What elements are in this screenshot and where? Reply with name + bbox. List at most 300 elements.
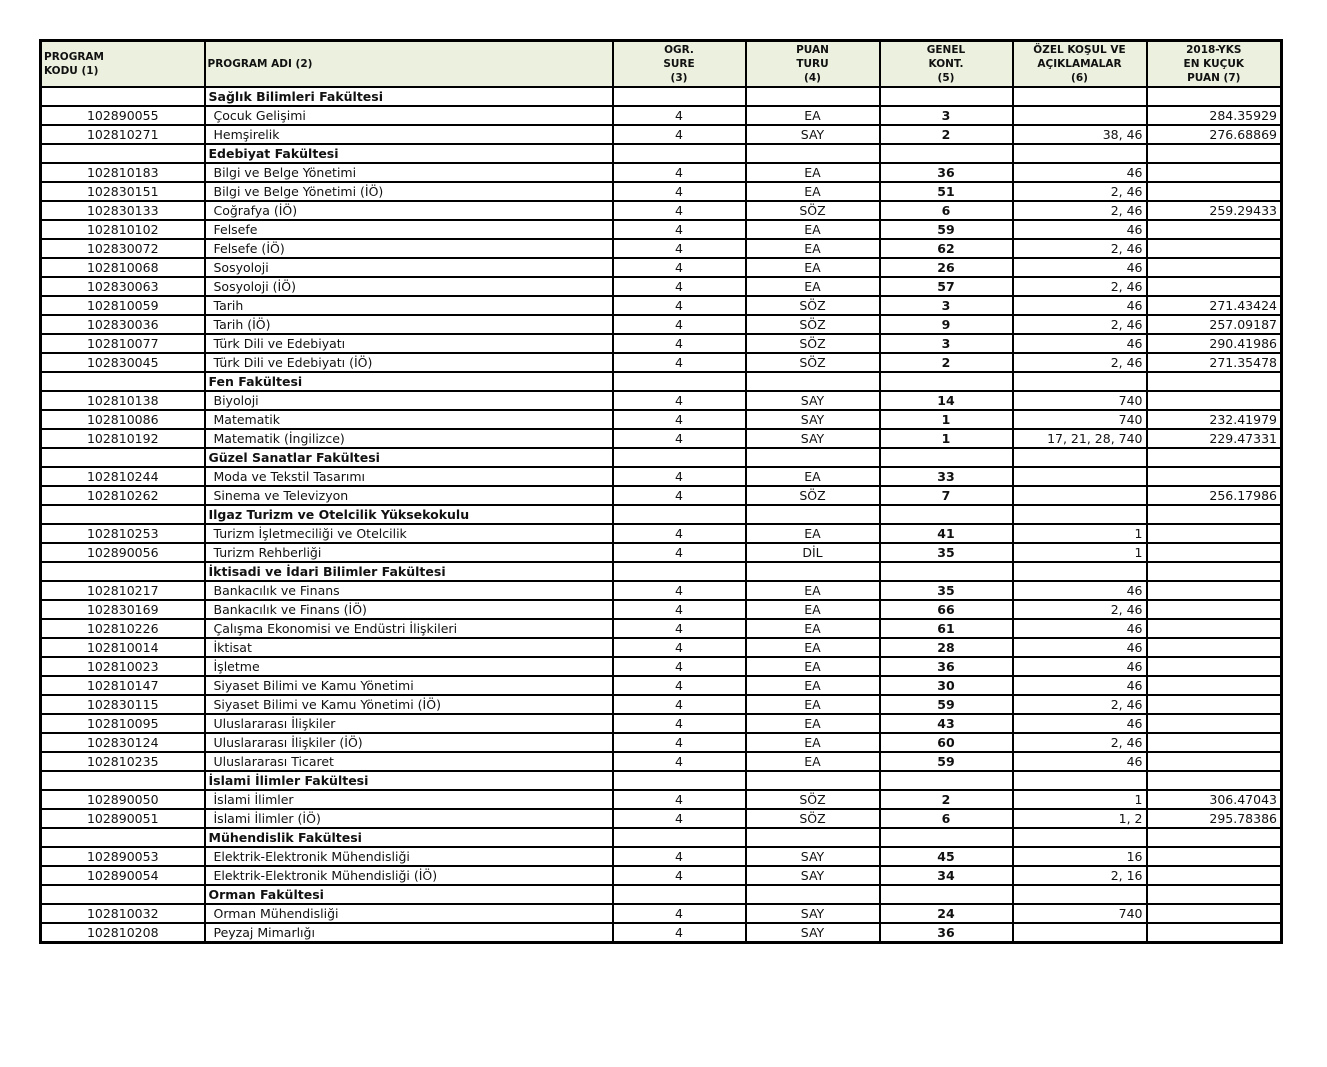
program-duration: 4: [613, 163, 746, 182]
program-quota: 26: [880, 258, 1013, 277]
program-score-type: EA: [746, 619, 880, 638]
program-score-type: EA: [746, 752, 880, 771]
program-notes: 46: [1013, 163, 1147, 182]
table-row: [41, 752, 1282, 771]
faculty-empty-cell: [1147, 448, 1282, 467]
faculty-empty-cell: [880, 372, 1013, 391]
program-score-type: EA: [746, 220, 880, 239]
program-duration: 4: [613, 809, 746, 828]
program-duration: 4: [613, 467, 746, 486]
program-min-score: [1147, 866, 1282, 885]
faculty-code-cell: [41, 562, 205, 581]
table-row: [41, 315, 1282, 334]
program-min-score: [1147, 220, 1282, 239]
faculty-name: İslami İlimler Fakültesi: [205, 771, 613, 790]
program-notes: 38, 46: [1013, 125, 1147, 144]
faculty-row: [41, 562, 1282, 581]
program-notes: 46: [1013, 220, 1147, 239]
program-duration: 4: [613, 315, 746, 334]
faculty-code-cell: [41, 87, 205, 106]
program-notes: 46: [1013, 714, 1147, 733]
program-notes: 2, 46: [1013, 201, 1147, 220]
program-score-type: EA: [746, 600, 880, 619]
faculty-empty-cell: [613, 771, 746, 790]
header-duration: OGR. SURE (3): [613, 41, 746, 88]
program-quota: 66: [880, 600, 1013, 619]
program-notes: 16: [1013, 847, 1147, 866]
program-score-type: SAY: [746, 847, 880, 866]
program-quota: 6: [880, 201, 1013, 220]
program-duration: 4: [613, 486, 746, 505]
program-code: 102810032: [41, 904, 205, 923]
program-notes: 46: [1013, 657, 1147, 676]
program-notes: 2, 46: [1013, 182, 1147, 201]
program-duration: 4: [613, 429, 746, 448]
faculty-name: Mühendislik Fakültesi: [205, 828, 613, 847]
program-code: 102810059: [41, 296, 205, 315]
program-name: İslami İlimler: [205, 790, 613, 809]
program-quota: 60: [880, 733, 1013, 752]
program-code: 102810192: [41, 429, 205, 448]
program-score-type: EA: [746, 277, 880, 296]
program-code: 102830151: [41, 182, 205, 201]
program-quota: 57: [880, 277, 1013, 296]
program-code: 102810253: [41, 524, 205, 543]
program-name: Sinema ve Televizyon: [205, 486, 613, 505]
program-name: Elektrik-Elektronik Mühendisliği (İÖ): [205, 866, 613, 885]
program-name: Uluslararası Ticaret: [205, 752, 613, 771]
table-row: [41, 277, 1282, 296]
table-row: [41, 125, 1282, 144]
program-min-score: [1147, 277, 1282, 296]
program-min-score: [1147, 714, 1282, 733]
program-score-type: SÖZ: [746, 790, 880, 809]
program-quota: 35: [880, 543, 1013, 562]
program-min-score: [1147, 752, 1282, 771]
program-name: Uluslararası İlişkiler (İÖ): [205, 733, 613, 752]
program-duration: 4: [613, 106, 746, 125]
program-notes: [1013, 923, 1147, 943]
program-notes: 740: [1013, 410, 1147, 429]
program-quota: 51: [880, 182, 1013, 201]
program-code: 102810102: [41, 220, 205, 239]
program-notes: 46: [1013, 752, 1147, 771]
program-name: Elektrik-Elektronik Mühendisliği: [205, 847, 613, 866]
faculty-empty-cell: [1013, 372, 1147, 391]
program-min-score: [1147, 391, 1282, 410]
table-row: [41, 239, 1282, 258]
faculty-empty-cell: [880, 87, 1013, 106]
program-score-type: EA: [746, 714, 880, 733]
program-name: Moda ve Tekstil Tasarımı: [205, 467, 613, 486]
program-code: 102810271: [41, 125, 205, 144]
faculty-empty-cell: [613, 448, 746, 467]
program-notes: 2, 46: [1013, 315, 1147, 334]
program-name: Felsefe (İÖ): [205, 239, 613, 258]
faculty-name: Orman Fakültesi: [205, 885, 613, 904]
program-name: Tarih (İÖ): [205, 315, 613, 334]
program-score-type: EA: [746, 258, 880, 277]
faculty-empty-cell: [1147, 372, 1282, 391]
faculty-name: Ilgaz Turizm ve Otelcilik Yüksekokulu: [205, 505, 613, 524]
header-program-code: PROGRAM KODU (1): [41, 41, 205, 88]
faculty-empty-cell: [880, 448, 1013, 467]
faculty-empty-cell: [746, 885, 880, 904]
program-duration: 4: [613, 847, 746, 866]
program-score-type: SÖZ: [746, 334, 880, 353]
faculty-empty-cell: [1147, 505, 1282, 524]
faculty-empty-cell: [613, 562, 746, 581]
program-quota: 14: [880, 391, 1013, 410]
program-name: Türk Dili ve Edebiyatı: [205, 334, 613, 353]
table-row: [41, 904, 1282, 923]
faculty-empty-cell: [746, 505, 880, 524]
program-duration: 4: [613, 277, 746, 296]
table-row: [41, 106, 1282, 125]
program-quota: 35: [880, 581, 1013, 600]
program-quota: 3: [880, 334, 1013, 353]
faculty-empty-cell: [746, 372, 880, 391]
program-name: Matematik: [205, 410, 613, 429]
faculty-row: [41, 505, 1282, 524]
faculty-row: [41, 448, 1282, 467]
table-row: [41, 809, 1282, 828]
faculty-name: Fen Fakültesi: [205, 372, 613, 391]
table-header: [41, 41, 1282, 88]
faculty-empty-cell: [613, 372, 746, 391]
program-duration: 4: [613, 923, 746, 943]
faculty-empty-cell: [1013, 448, 1147, 467]
program-score-type: EA: [746, 163, 880, 182]
program-min-score: [1147, 581, 1282, 600]
faculty-empty-cell: [1147, 87, 1282, 106]
faculty-name: İktisadi ve İdari Bilimler Fakültesi: [205, 562, 613, 581]
faculty-empty-cell: [880, 505, 1013, 524]
program-notes: 2, 46: [1013, 277, 1147, 296]
program-code: 102810138: [41, 391, 205, 410]
program-min-score: [1147, 923, 1282, 943]
program-quota: 2: [880, 790, 1013, 809]
header-row: [41, 41, 1282, 88]
program-score-type: EA: [746, 467, 880, 486]
table-row: [41, 296, 1282, 315]
program-quota: 30: [880, 676, 1013, 695]
program-min-score: 295.78386: [1147, 809, 1282, 828]
faculty-code-cell: [41, 505, 205, 524]
program-code: 102810147: [41, 676, 205, 695]
program-score-type: SAY: [746, 923, 880, 943]
program-quota: 36: [880, 657, 1013, 676]
table-row: [41, 923, 1282, 943]
program-score-type: EA: [746, 239, 880, 258]
program-quota: 2: [880, 353, 1013, 372]
program-name: Turizm İşletmeciliği ve Otelcilik: [205, 524, 613, 543]
faculty-empty-cell: [746, 448, 880, 467]
program-name: Türk Dili ve Edebiyatı (İÖ): [205, 353, 613, 372]
faculty-row: [41, 885, 1282, 904]
table-row: [41, 353, 1282, 372]
program-score-type: SÖZ: [746, 296, 880, 315]
program-code: 102830115: [41, 695, 205, 714]
table-row: [41, 391, 1282, 410]
faculty-code-cell: [41, 771, 205, 790]
program-quota: 24: [880, 904, 1013, 923]
program-name: Bilgi ve Belge Yönetimi (İÖ): [205, 182, 613, 201]
program-score-type: SÖZ: [746, 201, 880, 220]
program-notes: [1013, 486, 1147, 505]
table-row: [41, 657, 1282, 676]
program-notes: 46: [1013, 638, 1147, 657]
program-min-score: 232.41979: [1147, 410, 1282, 429]
program-quota: 3: [880, 296, 1013, 315]
program-name: Orman Mühendisliği: [205, 904, 613, 923]
program-name: Turizm Rehberliği: [205, 543, 613, 562]
program-code: 102810014: [41, 638, 205, 657]
program-min-score: [1147, 600, 1282, 619]
program-min-score: [1147, 524, 1282, 543]
program-duration: 4: [613, 619, 746, 638]
program-quota: 3: [880, 106, 1013, 125]
faculty-empty-cell: [1147, 771, 1282, 790]
program-min-score: 257.09187: [1147, 315, 1282, 334]
program-min-score: [1147, 239, 1282, 258]
program-name: İslami İlimler (İÖ): [205, 809, 613, 828]
program-quota: 28: [880, 638, 1013, 657]
program-table: [39, 39, 1283, 944]
program-min-score: [1147, 657, 1282, 676]
faculty-code-cell: [41, 372, 205, 391]
program-quota: 62: [880, 239, 1013, 258]
program-notes: 17, 21, 28, 740: [1013, 429, 1147, 448]
program-notes: 740: [1013, 904, 1147, 923]
program-code: 102830063: [41, 277, 205, 296]
table-row: [41, 581, 1282, 600]
faculty-empty-cell: [613, 505, 746, 524]
program-name: Felsefe: [205, 220, 613, 239]
program-duration: 4: [613, 410, 746, 429]
faculty-empty-cell: [1147, 562, 1282, 581]
program-min-score: [1147, 733, 1282, 752]
program-code: 102890056: [41, 543, 205, 562]
faculty-empty-cell: [880, 828, 1013, 847]
program-notes: 2, 46: [1013, 239, 1147, 258]
program-notes: 46: [1013, 581, 1147, 600]
faculty-empty-cell: [613, 144, 746, 163]
program-code: 102830133: [41, 201, 205, 220]
table-row: [41, 714, 1282, 733]
program-duration: 4: [613, 543, 746, 562]
program-score-type: SAY: [746, 391, 880, 410]
program-score-type: EA: [746, 581, 880, 600]
faculty-empty-cell: [1147, 828, 1282, 847]
program-min-score: [1147, 163, 1282, 182]
program-name: Siyaset Bilimi ve Kamu Yönetimi (İÖ): [205, 695, 613, 714]
program-min-score: [1147, 258, 1282, 277]
table-row: [41, 182, 1282, 201]
program-min-score: 290.41986: [1147, 334, 1282, 353]
table-row: [41, 866, 1282, 885]
program-min-score: [1147, 676, 1282, 695]
program-code: 102810217: [41, 581, 205, 600]
program-name: İktisat: [205, 638, 613, 657]
program-notes: 46: [1013, 619, 1147, 638]
program-code: 102810208: [41, 923, 205, 943]
program-code: 102810077: [41, 334, 205, 353]
faculty-empty-cell: [1013, 828, 1147, 847]
program-min-score: 271.35478: [1147, 353, 1282, 372]
table-row: [41, 695, 1282, 714]
program-score-type: SAY: [746, 125, 880, 144]
program-min-score: 284.35929: [1147, 106, 1282, 125]
program-notes: 46: [1013, 258, 1147, 277]
program-score-type: SAY: [746, 904, 880, 923]
program-code: 102830072: [41, 239, 205, 258]
program-score-type: EA: [746, 733, 880, 752]
faculty-name: Sağlık Bilimleri Fakültesi: [205, 87, 613, 106]
program-min-score: [1147, 619, 1282, 638]
faculty-empty-cell: [880, 144, 1013, 163]
program-notes: 2, 46: [1013, 695, 1147, 714]
program-notes: 740: [1013, 391, 1147, 410]
program-score-type: DİL: [746, 543, 880, 562]
program-name: Çocuk Gelişimi: [205, 106, 613, 125]
faculty-code-cell: [41, 144, 205, 163]
program-duration: 4: [613, 239, 746, 258]
program-score-type: EA: [746, 524, 880, 543]
header-program-name: PROGRAM ADI (2): [205, 41, 613, 88]
faculty-row: [41, 144, 1282, 163]
table-row: [41, 524, 1282, 543]
faculty-empty-cell: [746, 144, 880, 163]
program-quota: 59: [880, 752, 1013, 771]
program-duration: 4: [613, 334, 746, 353]
program-quota: 61: [880, 619, 1013, 638]
program-duration: 4: [613, 391, 746, 410]
program-name: İşletme: [205, 657, 613, 676]
faculty-empty-cell: [880, 771, 1013, 790]
faculty-empty-cell: [880, 885, 1013, 904]
program-duration: 4: [613, 296, 746, 315]
program-notes: 46: [1013, 334, 1147, 353]
faculty-name: Güzel Sanatlar Fakültesi: [205, 448, 613, 467]
program-name: Sosyoloji: [205, 258, 613, 277]
program-duration: 4: [613, 353, 746, 372]
program-min-score: 259.29433: [1147, 201, 1282, 220]
program-min-score: 276.68869: [1147, 125, 1282, 144]
program-quota: 59: [880, 220, 1013, 239]
program-notes: 2, 46: [1013, 600, 1147, 619]
program-quota: 36: [880, 163, 1013, 182]
program-name: Hemşirelik: [205, 125, 613, 144]
program-code: 102810095: [41, 714, 205, 733]
program-min-score: [1147, 638, 1282, 657]
faculty-empty-cell: [1013, 562, 1147, 581]
program-code: 102830124: [41, 733, 205, 752]
program-score-type: EA: [746, 695, 880, 714]
faculty-empty-cell: [1147, 144, 1282, 163]
program-name: Peyzaj Mimarlığı: [205, 923, 613, 943]
program-code: 102890051: [41, 809, 205, 828]
program-duration: 4: [613, 581, 746, 600]
program-duration: 4: [613, 695, 746, 714]
program-quota: 59: [880, 695, 1013, 714]
faculty-empty-cell: [746, 828, 880, 847]
program-duration: 4: [613, 258, 746, 277]
faculty-row: [41, 828, 1282, 847]
faculty-code-cell: [41, 828, 205, 847]
table-row: [41, 638, 1282, 657]
table-row: [41, 334, 1282, 353]
program-quota: 41: [880, 524, 1013, 543]
table-row: [41, 429, 1282, 448]
faculty-empty-cell: [1013, 144, 1147, 163]
faculty-empty-cell: [613, 87, 746, 106]
program-min-score: [1147, 467, 1282, 486]
program-duration: 4: [613, 182, 746, 201]
program-code: 102890050: [41, 790, 205, 809]
program-notes: 1: [1013, 790, 1147, 809]
program-score-type: EA: [746, 638, 880, 657]
table-row: [41, 733, 1282, 752]
header-notes: ÖZEL KOŞUL VE AÇIKLAMALAR (6): [1013, 41, 1147, 88]
table-row: [41, 543, 1282, 562]
program-score-type: SAY: [746, 410, 880, 429]
table-row: [41, 676, 1282, 695]
faculty-empty-cell: [613, 885, 746, 904]
faculty-empty-cell: [1013, 87, 1147, 106]
faculty-empty-cell: [1013, 505, 1147, 524]
program-code: 102810235: [41, 752, 205, 771]
program-name: Çalışma Ekonomisi ve Endüstri İlişkileri: [205, 619, 613, 638]
faculty-empty-cell: [613, 828, 746, 847]
program-duration: 4: [613, 904, 746, 923]
program-duration: 4: [613, 638, 746, 657]
program-min-score: [1147, 182, 1282, 201]
program-score-type: SÖZ: [746, 486, 880, 505]
table-row: [41, 619, 1282, 638]
faculty-code-cell: [41, 448, 205, 467]
program-min-score: 306.47043: [1147, 790, 1282, 809]
table-row: [41, 163, 1282, 182]
program-code: 102810226: [41, 619, 205, 638]
program-score-type: EA: [746, 106, 880, 125]
program-notes: 1, 2: [1013, 809, 1147, 828]
program-duration: 4: [613, 676, 746, 695]
program-notes: 46: [1013, 676, 1147, 695]
program-code: 102810023: [41, 657, 205, 676]
program-min-score: [1147, 904, 1282, 923]
program-notes: 2, 16: [1013, 866, 1147, 885]
program-code: 102810244: [41, 467, 205, 486]
faculty-empty-cell: [880, 562, 1013, 581]
program-code: 102810183: [41, 163, 205, 182]
program-quota: 33: [880, 467, 1013, 486]
program-name: Coğrafya (İÖ): [205, 201, 613, 220]
program-duration: 4: [613, 201, 746, 220]
program-min-score: 256.17986: [1147, 486, 1282, 505]
program-quota: 1: [880, 410, 1013, 429]
program-name: Bankacılık ve Finans: [205, 581, 613, 600]
program-quota: 7: [880, 486, 1013, 505]
program-notes: 2, 46: [1013, 353, 1147, 372]
faculty-row: [41, 87, 1282, 106]
program-min-score: 229.47331: [1147, 429, 1282, 448]
program-min-score: [1147, 695, 1282, 714]
program-duration: 4: [613, 657, 746, 676]
program-quota: 36: [880, 923, 1013, 943]
header-quota: GENEL KONT. (5): [880, 41, 1013, 88]
table-row: [41, 467, 1282, 486]
